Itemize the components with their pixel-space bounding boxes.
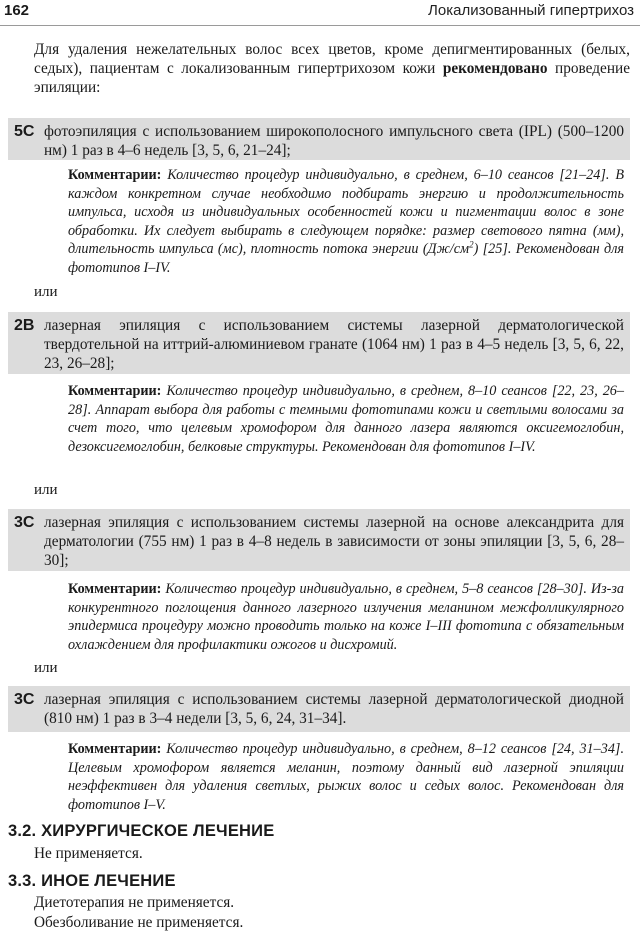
recommendation-comment: Комментарии: Количество процедур индивидуально, в среднем, 5–8 сеансов [28–30]. Из-за конкурентного поглощения данного лазерного излучения меланином межфолликулярного эпидермиса процедуру можно проводить только на коже I–III фототипа с обязательным охлаждением для профилактики ожогов и дисхромий. — [68, 581, 624, 653]
evidence-grade-badge: 3С — [14, 514, 35, 531]
evidence-grade-badge: 3С — [14, 691, 35, 708]
recommendation-text: лазерная эпиляция с использованием системы лазерной дерматологической твердотельной на иттрий-алюминиевом гранате (1064 нм) 1 раз в 4–5 недель [3, 5, 6, 22, 23, 26–28]; — [44, 317, 624, 372]
recommendation-text: лазерная эпиляция с использованием системы лазерной дерматологической диодной (810 нм) 1 раз в 3–4 недели [3, 5, 6, 24, 31–34]. — [44, 691, 624, 727]
connector-or: или — [34, 482, 58, 498]
recommendation-comment: Комментарии: Количество процедур индивидуально, в среднем, 6–10 сеансов [21–24]. В каждом конкретном случае необходимо подбирать энергию и продолжительность импульса, исходя из индивидуальных особенностей кожи и пигментации волос в зоне обработки. Их следует выбирать в следующем порядке: размер светового пятна (мм), длительность импульса (мс), плотность потока энергии $(Дж/см^2)$ [25]. Рекомендован для фототипов I–IV. — [68, 167, 624, 276]
connector-or: или — [34, 660, 58, 676]
recommendation-box — [8, 509, 630, 571]
intro-paragraph: Для удаления нежелательных волос всех цветов, кроме депигментированных (белых, седых), пациентам с локализованным гипертрихозом кожи рекомендовано проведение эпиляции: — [34, 41, 630, 96]
section-line: Не применяется. — [34, 845, 143, 862]
recommendation-text: лазерная эпиляция с использованием системы лазерной на основе александрита для дерматологии (755 нм) 1 раз в 4–8 недель в зависимости от зоны эпиляции [3, 5, 6, 28–30]; — [44, 514, 624, 569]
section-heading-other: 3.3. ИНОЕ ЛЕЧЕНИЕ — [8, 872, 176, 890]
page-number: 162 — [4, 2, 30, 19]
recommendation-comment: Комментарии: Количество процедур индивидуально, в среднем, 8–12 сеансов [24, 31–34]. Целевым хромофором является меланин, поэтому данный вид лазерной эпиляции неэффективен для удаления светлых, рыжих волос и седых волос. Рекомендован для фототипов I–V. — [68, 741, 624, 813]
section-heading-surgical: 3.2. ХИРУРГИЧЕСКОЕ ЛЕЧЕНИЕ — [8, 822, 275, 840]
recommendation-box — [8, 312, 630, 374]
section-line: Диетотерапия не применяется. — [34, 894, 235, 911]
recommendation-comment: Комментарии: Количество процедур индивидуально, в среднем, 8–10 сеансов [22, 23, 26–28]. Аппарат выбора для работы с темными фототипами кожи и светлыми волосами за счет того, что целевым хромофором для данного лазера являются оксигемоглобин, дезоксигемоглобин, белковые структуры. Рекомендован для фототипов I–IV. — [68, 383, 624, 455]
running-title: Локализованный гипертрихоз — [428, 2, 634, 19]
recommendation-box — [8, 118, 630, 160]
evidence-grade-badge: 2В — [14, 317, 35, 334]
recommendation-text: фотоэпиляция с использованием широкополосного импульсного света (IPL) (500–1200 нм) 1 раз в 4–6 недель [3, 5, 6, 21–24]; — [44, 123, 624, 159]
section-line: Обезболивание не применяется. — [34, 914, 244, 931]
page-header — [0, 0, 640, 26]
evidence-grade-badge: 5С — [14, 123, 35, 140]
connector-or: или — [34, 284, 58, 300]
recommendation-box — [8, 686, 630, 732]
